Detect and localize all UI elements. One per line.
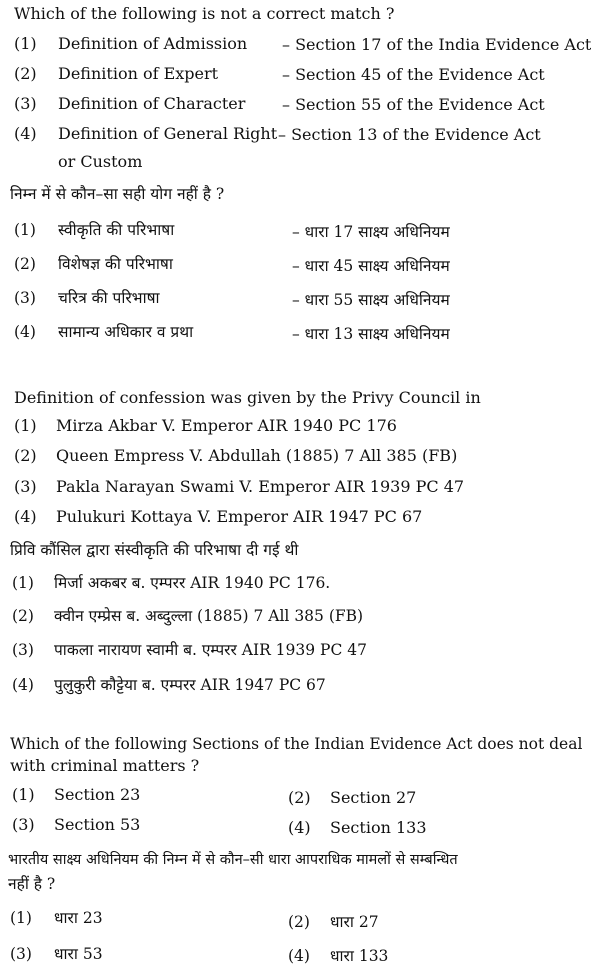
q3-question-en-line1: Which of the following Sections of the Indian Evidence Act does not deal	[10, 735, 583, 753]
q3-option-3-num: (3)	[12, 815, 35, 834]
q2-hi-option-4-text: पुलुकुरी कौट्टेया ब. एम्परर AIR 1947 PC 67	[54, 676, 326, 694]
q1-option-4-text: Definition of General Right	[58, 124, 278, 143]
q3-question-en-line2: with criminal matters ?	[10, 756, 200, 775]
q3-option-1-text: Section 23	[54, 785, 141, 804]
q1-option-2-section: – Section 45 of the Evidence Act	[282, 65, 545, 84]
q1-option-3-text: Definition of Character	[58, 94, 246, 113]
q1-option-3-section: – Section 55 of the Evidence Act	[282, 95, 545, 114]
q1-hi-option-2-section: – धारा 45 साक्ष्य अधिनियम	[292, 257, 450, 275]
q3-option-1-num: (1)	[12, 785, 35, 804]
q2-option-1-text: Mirza Akbar V. Emperor AIR 1940 PC 176	[56, 416, 397, 435]
q3-option-3-text: Section 53	[54, 815, 141, 834]
q1-hi-option-4-text: सामान्य अधिकार व प्रथा	[58, 323, 194, 341]
q2-option-2-text: Queen Empress V. Abdullah (1885) 7 All 385 (FB)	[56, 446, 458, 465]
q2-hi-option-1-text: मिर्जा अकबर ब. एम्परर AIR 1940 PC 176.	[54, 574, 331, 592]
q3-option-4-text: Section 133	[330, 818, 427, 837]
q1-option-4-section: – Section 13 of the Evidence Act	[278, 125, 541, 144]
q2-hi-option-4-num: (4)	[12, 676, 34, 694]
q1-option-1-num: (1)	[14, 34, 37, 53]
q2-option-1-num: (1)	[14, 416, 37, 435]
q2-option-2-num: (2)	[14, 446, 37, 465]
q1-option-2-text: Definition of Expert	[58, 64, 219, 83]
q1-option-3-num: (3)	[14, 94, 37, 113]
q3-hi-option-1-text: धारा 23	[54, 909, 103, 927]
q2-option-3-text: Pakla Narayan Swami V. Emperor AIR 1939 PC 47	[56, 477, 465, 496]
q2-hi-option-3-num: (3)	[12, 641, 34, 659]
q2-question-en: Definition of confession was given by the Privy Council in	[14, 388, 481, 407]
q2-hi-option-1-num: (1)	[12, 574, 34, 592]
q1-hi-option-4-num: (4)	[14, 323, 36, 341]
q1-hi-option-3-num: (3)	[14, 289, 36, 307]
q1-option-4-num: (4)	[14, 124, 37, 143]
q1-hi-option-1-section: – धारा 17 साक्ष्य अधिनियम	[292, 223, 450, 241]
q2-hi-option-3-text: पाकला नारायण स्वामी ब. एम्परर AIR 1939 PC 47	[54, 641, 367, 659]
q2-question-hi: प्रिवि कौंसिल द्वारा संस्वीकृति की परिभाषा दी गई थी	[10, 541, 299, 559]
q3-hi-option-3-num: (3)	[10, 945, 32, 963]
q2-option-4-num: (4)	[14, 507, 37, 526]
q2-hi-option-2-text: क्वीन एम्प्रेस ब. अब्दुल्ला (1885) 7 All 385 (FB)	[54, 607, 364, 625]
q1-question-hi: निम्न में से कौन–सा सही योग नहीं है ?	[10, 185, 225, 203]
q3-option-2-text: Section 27	[330, 788, 417, 807]
q3-question-hi-line1: भारतीय साक्ष्य अधिनियम की निम्न में से कौन–सी धारा आपराधिक मामलों से सम्बन्धित	[8, 852, 458, 868]
q3-hi-option-1-num: (1)	[10, 909, 32, 927]
q1-hi-option-2-num: (2)	[14, 255, 36, 273]
q3-option-4-num: (4)	[288, 818, 311, 837]
q3-question-hi-line2: नहीं है ?	[8, 875, 56, 893]
q3-hi-option-4-num: (4)	[288, 947, 310, 965]
q1-option-1-text: Definition of Admission	[58, 34, 248, 53]
q3-hi-option-3-text: धारा 53	[54, 945, 103, 963]
q2-option-4-text: Pulukuri Kottaya V. Emperor AIR 1947 PC 67	[56, 507, 423, 526]
q1-option-2-num: (2)	[14, 64, 37, 83]
q1-question-en: Which of the following is not a correct match ?	[14, 4, 395, 23]
q3-hi-option-2-num: (2)	[288, 913, 310, 931]
q1-option-4-continuation: or Custom	[58, 152, 143, 171]
q1-hi-option-1-num: (1)	[14, 221, 36, 239]
q3-hi-option-4-text: धारा 133	[330, 947, 389, 965]
q1-hi-option-3-section: – धारा 55 साक्ष्य अधिनियम	[292, 291, 450, 309]
q3-option-2-num: (2)	[288, 788, 311, 807]
q2-option-3-num: (3)	[14, 477, 37, 496]
q2-hi-option-2-num: (2)	[12, 607, 34, 625]
q1-option-1-section: – Section 17 of the India Evidence Act	[282, 35, 591, 54]
q1-hi-option-4-section: – धारा 13 साक्ष्य अधिनियम	[292, 325, 450, 343]
q1-hi-option-3-text: चरित्र की परिभाषा	[58, 289, 160, 307]
q3-hi-option-2-text: धारा 27	[330, 913, 379, 931]
q1-hi-option-2-text: विशेषज्ञ की परिभाषा	[58, 255, 173, 273]
q1-hi-option-1-text: स्वीकृति की परिभाषा	[58, 221, 175, 239]
